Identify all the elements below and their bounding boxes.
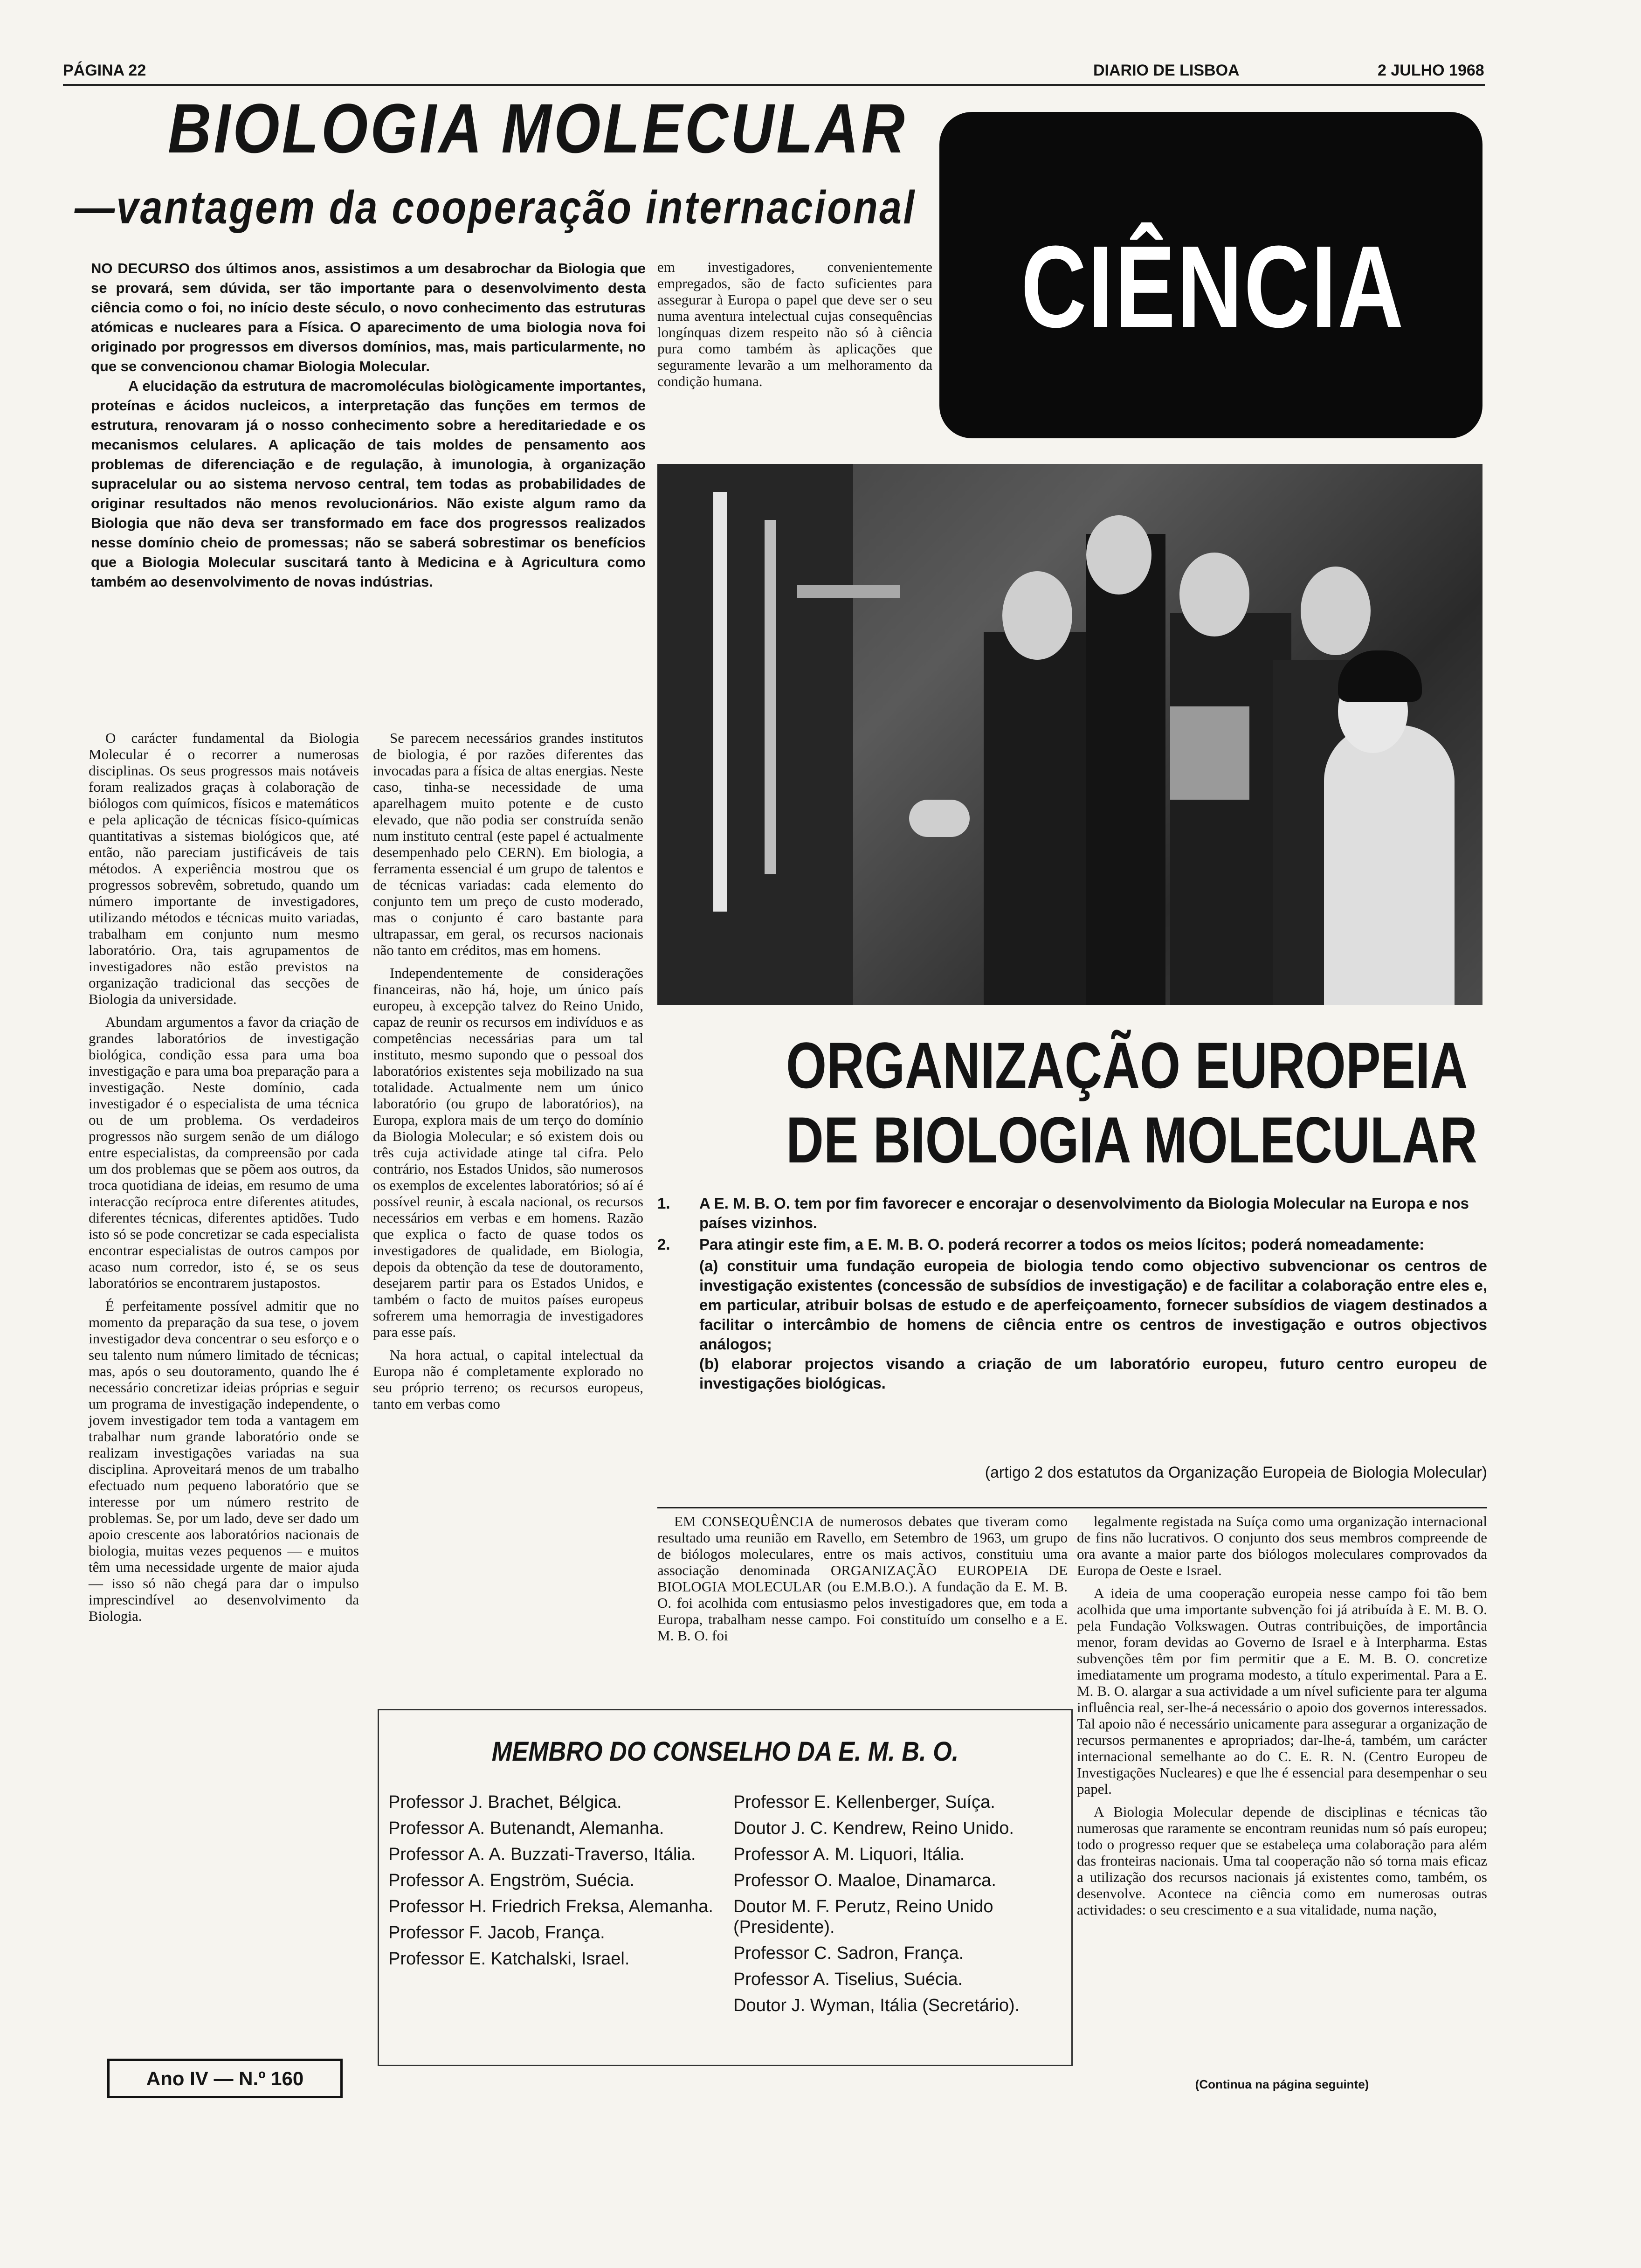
statute-citation: (artigo 2 dos estatutos da Organização Europeia de Biologia Molecular)	[985, 1464, 1487, 1481]
issue-number-box: Ano IV — N.º 160	[107, 2059, 343, 2098]
council-member: Doutor J. Wyman, Itália (Secretário).	[733, 1996, 1020, 2015]
continued-note: (Continua na página seguinte)	[1195, 2077, 1369, 2091]
council-member: Professor C. Sadron, França.	[733, 1943, 964, 1963]
article-paragraph: Abundam argumentos a favor da criação de grandes laboratórios de investigação biológica, condição essa para uma boa investigação e para uma boa preparação para a investigação. Neste domínio, cada investigador é o especialista de uma técnica ou de um problema. Os verdadeiros progressos não surgem senão de um diálogo entre especialistas, da compreensão por cada um dos problemas que se põem aos outros, da troca quotidiana de ideias, em resumo de uma interacção recíproca entre diferentes atitudes, diferentes técnicas, diferentes aptidões. Tudo isto só se pode concretizar se cada especialista encontrar especialistas de outros campos por acaso num corredor, isto é, se os seus laboratórios se encontrarem justapostos.	[89, 1014, 359, 1291]
statute-subitem-a: (a) constituir uma fundação europeia de biologia tendo como objectivo subvencionar os centros de investigação existentes (concessão de subsídios de investigação) e de facilitar a colaboração entre eles e, em particular, atribuir bolsas de estudo e de aperfeiçoamento, fornecer subsídios de viagem destinados a facilitar o intercâmbio de homens de ciência entre os centros de investigação e outros objectivos análogos;	[699, 1257, 1487, 1353]
article-column-bottom-1	[657, 1513, 1068, 1650]
statute-item-number: 2.	[657, 1236, 670, 1253]
article-column-bottom-2	[1077, 1513, 1487, 1924]
statute-rule	[657, 1507, 1487, 1508]
photo-laboratory-scene	[657, 464, 1482, 1005]
article-paragraph: Na hora actual, o capital intelectual da Europa não é completamente explorado no seu próprio terreno; os recursos europeus, tanto em verbas como	[373, 1347, 643, 1412]
organization-heading-line: ORGANIZAÇÃO EUROPEIA	[786, 1029, 1468, 1102]
article-paragraph: É perfeitamente possível admitir que no momento da preparação da sua tese, o jovem investigador deva concentrar o seu esforço e o seu talento num número limitado de técnicas; mas, após o seu doutoramento, quando lhe é necessário concretizar ideias próprias e seguir um programa de investigação independente, o jovem investigador tem toda a vantagem em trabalhar num grande laboratório onde se realizam investigações variadas na sua disciplina. Aproveitará menos de um trabalho efectuado num pequeno laboratório que se interesse por um número restrito de problemas. Se, por um lado, deve ser dado um apoio crescente aos laboratórios nacionais de biologia, muitas vezes pequenos — e muitos têm uma necessidade urgente de maior ajuda — isso só não chegá para dar o impulso imprescindível ao desenvolvimento da Biologia.	[89, 1298, 359, 1624]
statute-item-text: A E. M. B. O. tem por fim favorecer e encorajar o desenvolvimento da Biologia Molecular na Europa e nos países vizinhos.	[699, 1195, 1469, 1231]
statute-item	[657, 1194, 1487, 1233]
council-list-right	[733, 1792, 1060, 2021]
council-member: Professor F. Jacob, França.	[388, 1923, 605, 1943]
council-member: Doutor J. C. Kendrew, Reino Unido.	[733, 1819, 1014, 1838]
statute-item-text: Para atingir este fim, a E. M. B. O. poderá recorrer a todos os meios lícitos; poderá nomeadamente:	[699, 1236, 1425, 1253]
newspaper-name: DIARIO DE LISBOA	[1093, 62, 1240, 79]
statute-subitem-b: (b) elaborar projectos visando a criação de um laboratório europeu, futuro centro europeu de investigações biológicas.	[699, 1355, 1487, 1392]
article-paragraph: Se parecem necessários grandes institutos de biologia, é por razões diferentes das invocadas para a física de altas energias. Neste caso, tinha-se necessidade de uma aparelhagem muito potente e de custo elevado, que não podia ser construída senão num instituto central (este papel é actualmente desempenhado pelo CERN). Em biologia, a ferramenta essencial é um grupo de talentos e de técnicas variadas: cada elemento do conjunto tem um preço de custo moderado, mas o conjunto é caro bastante para ultrapassar, em geral, os recursos nacionais não tanto em créditos, mas em homens.	[373, 730, 643, 958]
council-member: Professor O. Maaloe, Dinamarca.	[733, 1871, 996, 1890]
organization-heading	[786, 1028, 1477, 1177]
statute-block	[657, 1194, 1487, 1393]
lead-paragraph: NO DECURSO dos últimos anos, assistimos a um desabrochar da Biologia que se provará, sem dúvida, ser tão importante para o desenvolvimento desta ciência como o foi, no início deste século, o novo conhecimento das estruturas atómicas e nucleares para a Física. O aparecimento de uma biologia nova foi originado por progressos em diversos domínios, mas, mais particularmente, no que se convencionou chamar Biologia Molecular.	[91, 260, 646, 374]
intro-column	[657, 259, 932, 396]
page-number: PÁGINA 22	[63, 62, 146, 79]
article-paragraph: EM CONSEQUÊNCIA de numerosos debates que tiveram como resultado uma reunião em Ravello, em Setembro de 1963, um grupo de biólogos moleculares, entre os mais activos, constituiu uma associação denominada ORGANIZAÇÃO EUROPEIA DE BIOLOGIA MOLECULAR (ou E.M.B.O.). A fundação da E. M. B. O. foi acolhida com entusiasmo pelos investigadores que, em toda a Europa, trabalham nesse campo. Foi constituído um conselho e a E. M. B. O. foi	[657, 1513, 1068, 1644]
statute-item-number: 1.	[657, 1195, 670, 1212]
page-subtitle: —vantagem da cooperação internacional	[75, 181, 916, 234]
council-member: Professor A. Butenandt, Alemanha.	[388, 1819, 664, 1838]
issue-date: 2 JULHO 1968	[1378, 62, 1484, 79]
article-paragraph: legalmente registada na Suíça como uma organização internacional de fins não lucrativos. O conjunto dos seus membros compreende de ora avante a maior parte dos biólogos moleculares comprovados da Europa de Oeste e Israel.	[1077, 1513, 1487, 1578]
article-paragraph: A Biologia Molecular depende de disciplinas e técnicas tão numerosas que raramente se encontram reunidas num só país europeu; todo o progresso requer que se estabeleça uma colaboração para além das fronteiras nacionais. Uma tal cooperação não só torna mais eficaz a utilização dos recursos nacionais já existentes como, também, os desenvolve. Acontece na ciência como em numerosas outras actividades: o seu crescimento e a sua vitalidade, numa nação,	[1077, 1804, 1487, 1918]
article-paragraph: Independentemente de considerações financeiras, não há, hoje, um único país europeu, à excepção talvez do Reino Unido, capaz de reunir os recursos em indivíduos e as competências necessárias para um tal instituto, mesmo supondo que o pessoal dos laboratórios existentes seja mobilizado na sua totalidade. Actualmente nem um único laboratório (ou grupo de laboratórios), na Europa, explora mais de um terço do domínio da Biologia Molecular; e só existem dois ou três cuja actividade atinge tal cifra. Pelo contrário, nos Estados Unidos, são numerosos os exemplos de excelentes laboratórios; só aí é possível reunir, à escala nacional, os recursos necessários em verbas e em homens. Razão que explica o facto de quase todos os investigadores de qualidade, em Biologia, depois da obtenção da tese de doutoramento, desejarem partir para os Estados Unidos, e também o facto de muitos países europeus sofrerem uma hemorragia de investigadores para esse país.	[373, 965, 643, 1340]
article-paragraph: A ideia de uma cooperação europeia nesse campo foi tão bem acolhida que uma importante subvenção foi já atribuída à E. M. B. O. pela Fundação Volkswagen. Outras contribuições, de importância menor, foram devidas ao Governo de Israel e à Interpharma. Estas subvenções têm por fim permitir que a E. M. B. O. concretize imediatamente um programa modesto, a título experimental. Para a E. M. B. O. alargar a sua actividade a um nível suficiente para ter alguma influência real, ser-lhe-á necessário o apoio dos governos interessados. Tal apoio não é necessário unicamente para assegurar a organização de recursos permanentes e apropriados; dar-lhe-á, também, um carácter internacional semelhante ao do C. E. R. N. (Centro Europeu de Investigações Nucleares) e que lhe é essencial para desempenhar o seu papel.	[1077, 1585, 1487, 1797]
lead-paragraphs	[91, 259, 646, 592]
council-list-left	[388, 1792, 715, 1975]
council-member: Professor A. A. Buzzati-Traverso, Itália.	[388, 1845, 696, 1864]
header-rule	[63, 84, 1485, 86]
statute-item	[657, 1235, 1487, 1254]
council-member: Doutor M. F. Perutz, Reino Unido (Presidente).	[733, 1897, 993, 1937]
organization-heading-line: DE BIOLOGIA MOLECULAR	[786, 1103, 1477, 1176]
council-member: Professor J. Brachet, Bélgica.	[388, 1792, 622, 1812]
council-member: Professor A. Tiselius, Suécia.	[733, 1970, 963, 1989]
council-member: Professor E. Katchalski, Israel.	[388, 1949, 630, 1969]
council-member: Professor H. Friedrich Freksa, Alemanha.	[388, 1897, 713, 1916]
council-member: Professor E. Kellenberger, Suíça.	[733, 1792, 995, 1812]
article-paragraph: O carácter fundamental da Biologia Molecular é o recorrer a numerosas disciplinas. Os seus progressos mais notáveis foram realizados graças à colaboração de biólogos com químicos, físicos e matemáticos e pela aplicação de técnicas físico-químicas quantitativas a sistemas biológicos que, até então, não pareciam justificáveis de tais métodos. A experiência mostrou que os progressos sobrevêm, sobretudo, quando um número importante de investigadores, utilizando métodos e técnicas muito variadas, trabalham em conjunto num mesmo laboratório. Ora, tais agrupamentos de investigadores não estão previstos na organização tradicional das secções de Biologia da universidade.	[89, 730, 359, 1007]
council-member: Professor A. M. Liquori, Itália.	[733, 1845, 965, 1864]
page-title: BIOLOGIA MOLECULAR	[168, 89, 907, 167]
section-banner	[939, 112, 1482, 438]
article-column-left	[89, 730, 359, 1631]
intro-paragraph: em investigadores, convenientemente empregados, são de facto suficientes para assegurar à Europa o papel que deve ser o seu numa aventura intelectual cujas consequências longínquas dizem respeito não só à ciência pura como também às aplicações que seguramente levarão a um melhoramento da condição humana.	[657, 259, 932, 389]
lead-paragraph: A elucidação da estrutura de macromoléculas biològicamente importantes, proteínas e ácidos nucleicos, a interpretação das funções em termos de estrutura, renovaram já o nosso conhecimento sobre a hereditariedade e os mecanismos celulares. A aplicação de tais moldes de pensamento aos problemas de diferenciação e de regulação, à imunologia, à organização supracelular ou ao sistema nervoso central, tem todas as probabilidades de originar resultados não menos revolucionários. Não existe algum ramo da Biologia que não deva ser transformado em face dos progressos realizados nesse domínio cheio de promessas; não se saberá sobrestimar os benefícios que a Biologia Molecular suscitará tanto à Medicina e à Agricultura como também ao desenvolvimento de novas indústrias.	[91, 378, 646, 590]
council-member: Professor A. Engström, Suécia.	[388, 1871, 635, 1890]
council-members-box	[378, 1709, 1073, 2066]
council-title: MEMBRO DO CONSELHO DA E. M. B. O.	[491, 1736, 959, 1767]
article-column-middle	[373, 730, 643, 1418]
section-banner-label: CIÊNCIA	[1020, 221, 1405, 352]
